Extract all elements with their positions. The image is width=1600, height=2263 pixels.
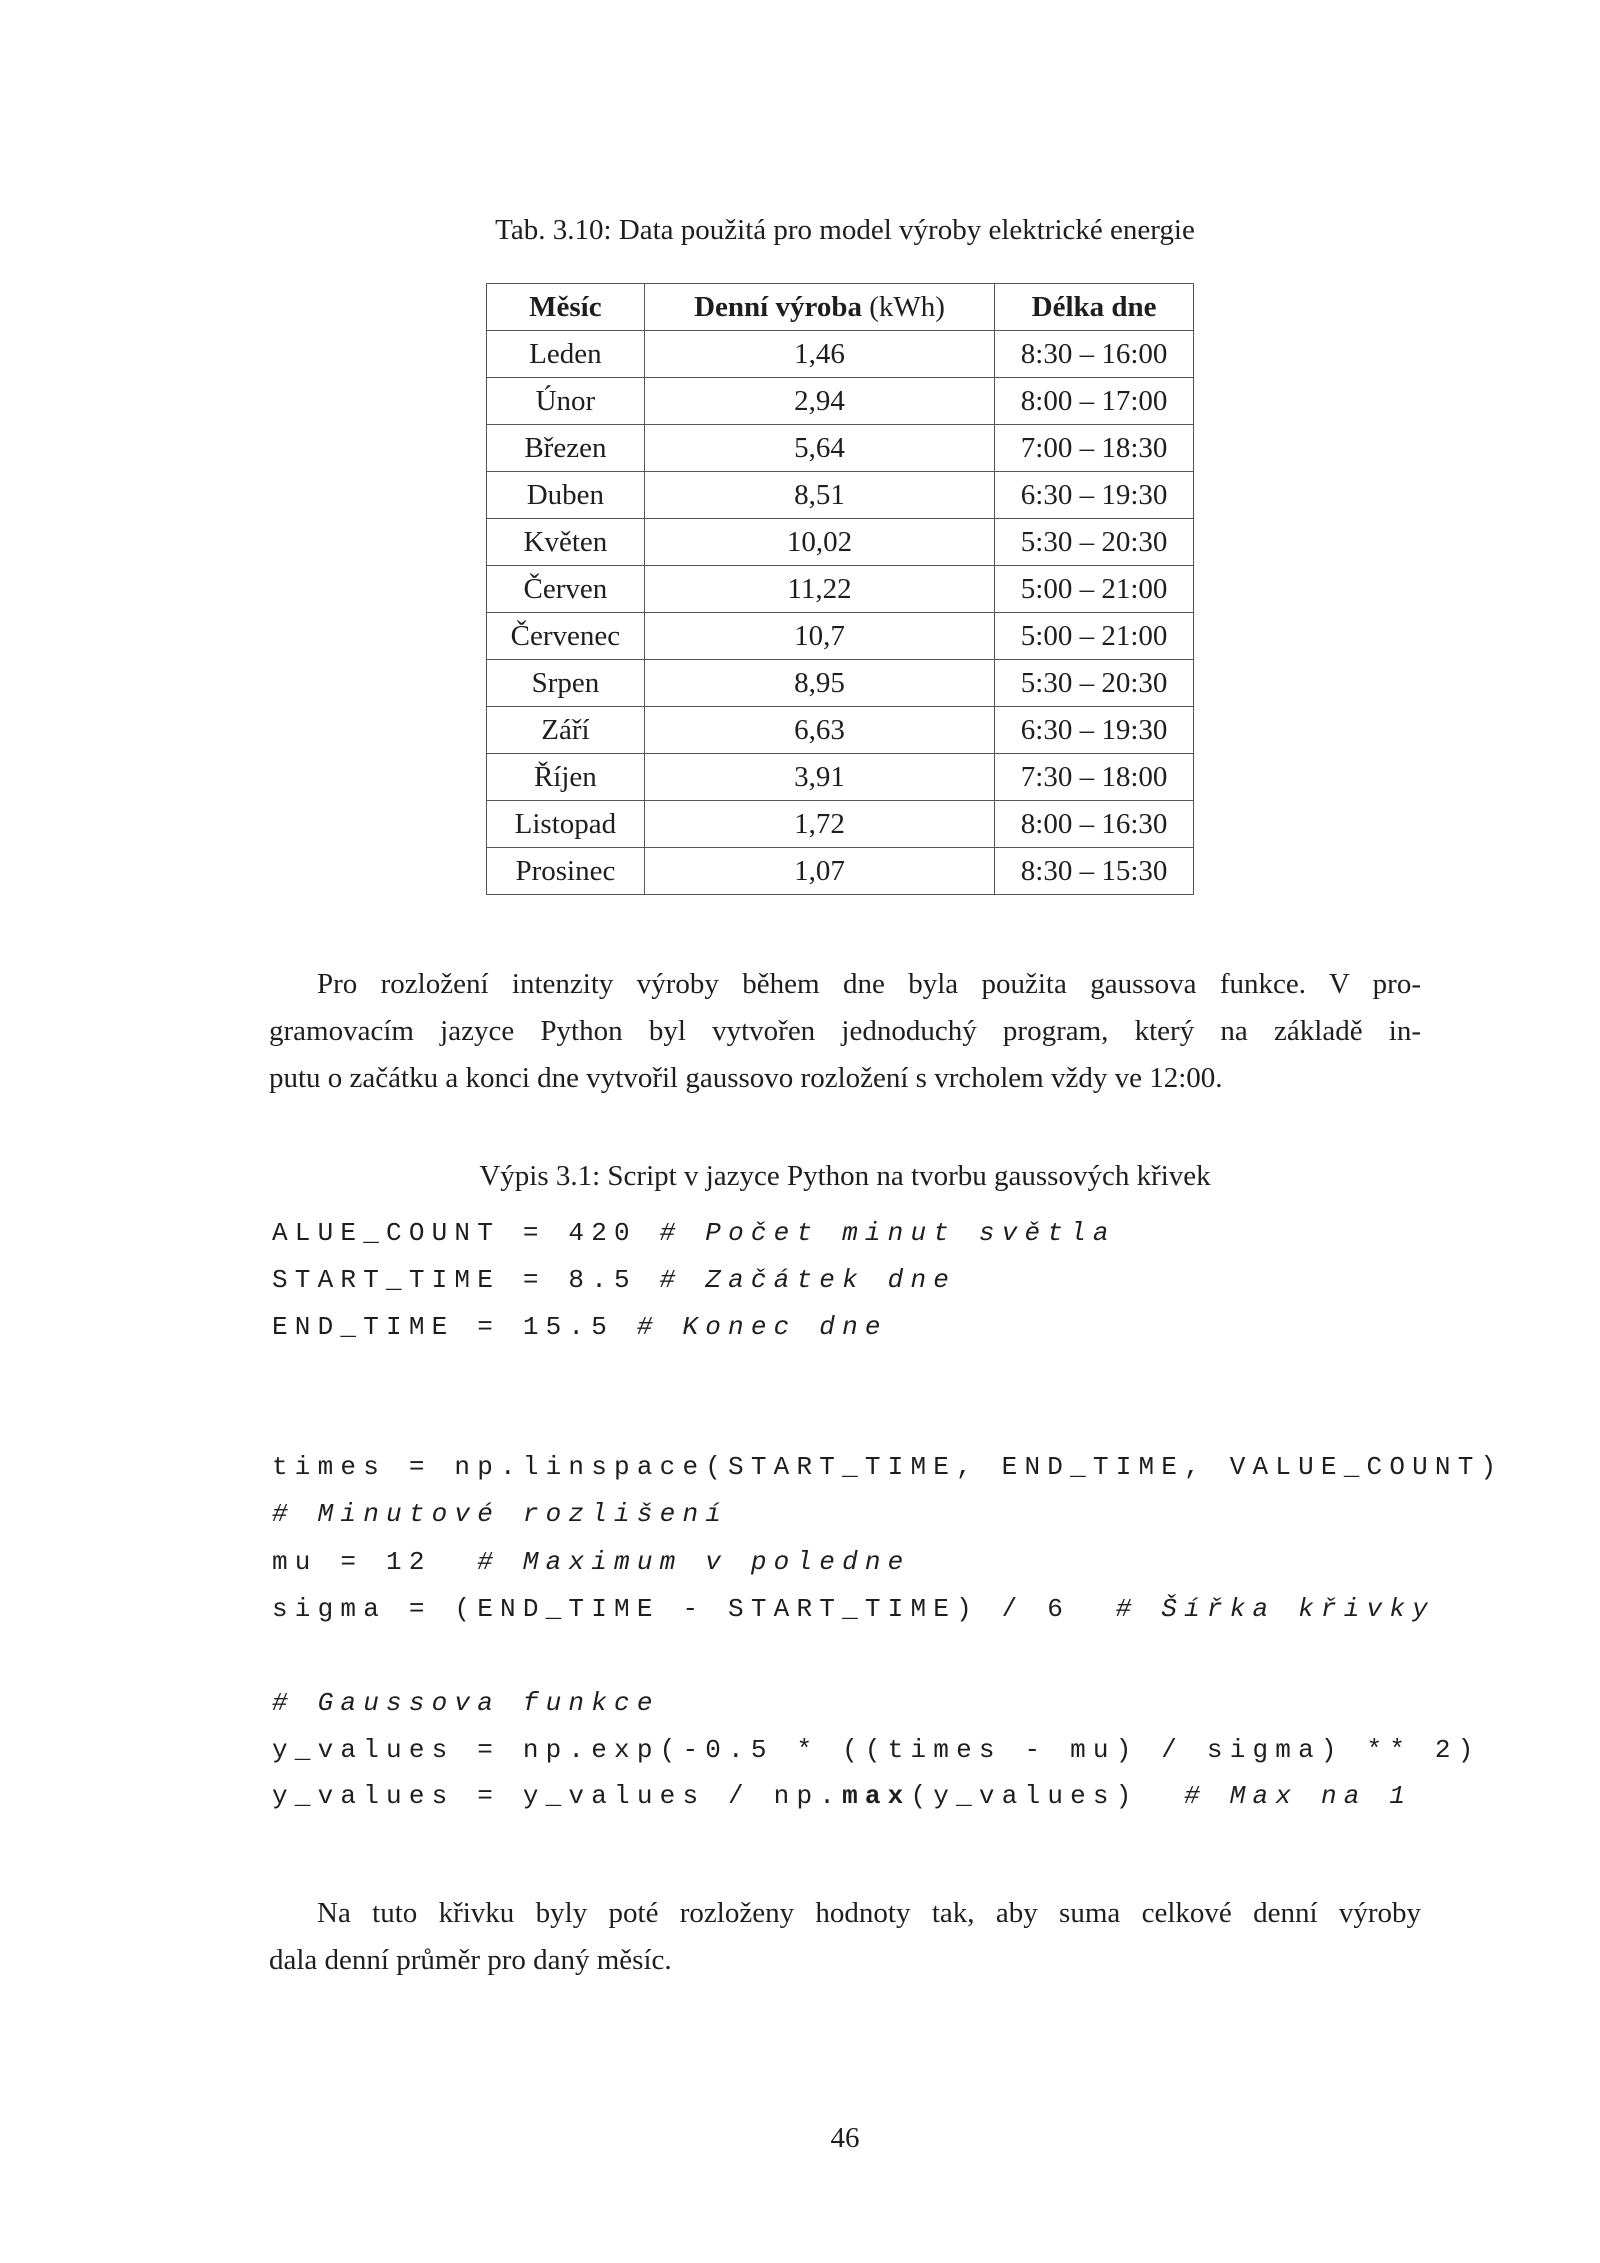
code-text: mu = 12 xyxy=(272,1547,478,1577)
code-comment: # Max na 1 xyxy=(1184,1781,1413,1811)
code-line xyxy=(272,1265,956,1295)
table-row xyxy=(487,331,1194,378)
cell-daylength: 5:00 – 21:00 xyxy=(995,613,1194,660)
code-comment: # Konec dne xyxy=(636,1312,888,1342)
cell-daylength: 8:00 – 16:30 xyxy=(995,801,1194,848)
table-row xyxy=(487,848,1194,895)
code-line xyxy=(272,1594,1435,1624)
header-month: Měsíc xyxy=(487,284,645,331)
cell-month: Červen xyxy=(487,566,645,613)
paragraph-line: gramovacím jazyce Python byl vytvořen jednoduchý program, který na základě in- xyxy=(269,1015,1421,1047)
code-comment: # Šířka křivky xyxy=(1115,1594,1435,1624)
cell-production: 1,07 xyxy=(644,848,994,895)
code-comment: # Minutové rozlišení xyxy=(272,1499,729,1529)
listing-caption: Výpis 3.1: Script v jazyce Python na tvorbu gaussových křivek xyxy=(479,1160,1211,1192)
cell-production: 8,51 xyxy=(644,472,994,519)
cell-daylength: 8:00 – 17:00 xyxy=(995,378,1194,425)
table-caption: Tab. 3.10: Data použitá pro model výroby elektrické energie xyxy=(495,214,1195,246)
cell-month: Prosinec xyxy=(487,848,645,895)
code-comment: # Začátek dne xyxy=(659,1265,957,1295)
cell-month: Září xyxy=(487,707,645,754)
cell-production: 6,63 xyxy=(644,707,994,754)
cell-production: 11,22 xyxy=(644,566,994,613)
paragraph-line: Pro rozložení intenzity výroby během dne byla použita gaussova funkce. V pro- xyxy=(317,968,1421,1000)
table-row xyxy=(487,472,1194,519)
cell-month: Březen xyxy=(487,425,645,472)
code-line xyxy=(272,1312,888,1342)
cell-daylength: 6:30 – 19:30 xyxy=(995,707,1194,754)
cell-month: Leden xyxy=(487,331,645,378)
paragraph-line: dala denní průměr pro daný měsíc. xyxy=(269,1944,672,1976)
code-text: y_values = y_values / np. xyxy=(272,1781,843,1811)
table-row xyxy=(487,519,1194,566)
code-line xyxy=(272,1218,1116,1248)
cell-month: Srpen xyxy=(487,660,645,707)
cell-production: 10,02 xyxy=(644,519,994,566)
code-comment: # Počet minut světla xyxy=(659,1218,1116,1248)
code-comment: # Maximum v poledne xyxy=(477,1547,911,1577)
paragraph-line: putu o začátku a konci dne vytvořil gaussovo rozložení s vrcholem vždy ve 12:00. xyxy=(269,1062,1223,1094)
table-header-row xyxy=(487,284,1194,331)
code-text: y_values = np.exp(-0.5 * ((times - mu) / sigma) ** 2) xyxy=(272,1735,1481,1765)
cell-daylength: 8:30 – 16:00 xyxy=(995,331,1194,378)
code-keyword: max xyxy=(842,1781,911,1811)
cell-daylength: 7:00 – 18:30 xyxy=(995,425,1194,472)
page-number: 46 xyxy=(830,2122,860,2154)
code-text: END_TIME = 15.5 xyxy=(272,1312,637,1342)
code-text: (y_values) xyxy=(910,1781,1185,1811)
cell-month: Duben xyxy=(487,472,645,519)
code-line xyxy=(272,1499,728,1529)
cell-production: 3,91 xyxy=(644,754,994,801)
cell-month: Květen xyxy=(487,519,645,566)
cell-production: 1,72 xyxy=(644,801,994,848)
cell-month: Listopad xyxy=(487,801,645,848)
code-text: times = np.linspace(START_TIME, END_TIME, VALUE_COUNT) xyxy=(272,1452,1504,1482)
cell-daylength: 7:30 – 18:00 xyxy=(995,754,1194,801)
cell-month: Říjen xyxy=(487,754,645,801)
code-comment: # Gaussova funkce xyxy=(272,1688,660,1718)
table-row xyxy=(487,378,1194,425)
cell-daylength: 5:00 – 21:00 xyxy=(995,566,1194,613)
paragraph-line: Na tuto křivku byly poté rozloženy hodnoty tak, aby suma celkové denní výroby xyxy=(317,1897,1421,1929)
table-row xyxy=(487,801,1194,848)
cell-production: 8,95 xyxy=(644,660,994,707)
table-row xyxy=(487,566,1194,613)
cell-production: 1,46 xyxy=(644,331,994,378)
header-daylength: Délka dne xyxy=(995,284,1194,331)
table-row xyxy=(487,707,1194,754)
cell-month: Únor xyxy=(487,378,645,425)
code-line xyxy=(272,1688,660,1718)
code-text: sigma = (END_TIME - START_TIME) / 6 xyxy=(272,1594,1116,1624)
code-line xyxy=(272,1452,1503,1482)
cell-production: 5,64 xyxy=(644,425,994,472)
header-production: Denní výroba (kWh) xyxy=(644,284,994,331)
paragraph-gauss xyxy=(269,961,1421,1102)
cell-production: 10,7 xyxy=(644,613,994,660)
table-row xyxy=(487,613,1194,660)
cell-production: 2,94 xyxy=(644,378,994,425)
cell-daylength: 5:30 – 20:30 xyxy=(995,519,1194,566)
table-row xyxy=(487,660,1194,707)
code-line xyxy=(272,1547,910,1577)
cell-daylength: 5:30 – 20:30 xyxy=(995,660,1194,707)
code-text: START_TIME = 8.5 xyxy=(272,1265,660,1295)
cell-daylength: 6:30 – 19:30 xyxy=(995,472,1194,519)
table-row xyxy=(487,425,1194,472)
code-line xyxy=(272,1735,1481,1765)
paragraph-distribution xyxy=(269,1890,1421,1984)
code-line xyxy=(272,1781,1412,1811)
code-text: ALUE_COUNT = 420 xyxy=(272,1218,660,1248)
cell-month: Červenec xyxy=(487,613,645,660)
production-table xyxy=(486,283,1194,895)
cell-daylength: 8:30 – 15:30 xyxy=(995,848,1194,895)
table-row xyxy=(487,754,1194,801)
